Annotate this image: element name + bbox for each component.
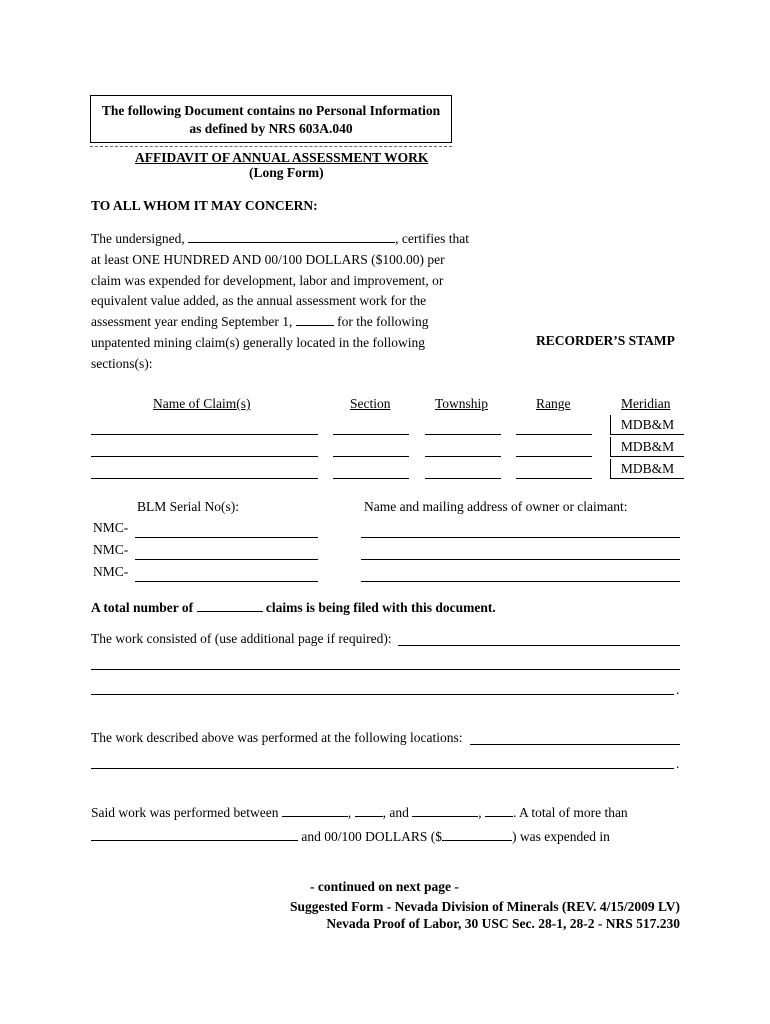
performed-line-2: and 00/100 DOLLARS ($ ) was expended in [91, 828, 610, 845]
undersigned-field[interactable] [188, 230, 395, 243]
meridian-cell-2: MDB&M [610, 437, 684, 457]
work-description-field-3[interactable] [91, 694, 674, 695]
blm-serial-field-2[interactable] [135, 559, 318, 560]
document-subtitle: (Long Form) [249, 165, 324, 180]
work-locations-period: . [676, 756, 680, 771]
work-description-field-1[interactable] [398, 645, 680, 646]
township-field-3[interactable] [425, 478, 501, 479]
total-claims-field[interactable] [197, 599, 263, 612]
document-title: AFFIDAVIT OF ANNUAL ASSESSMENT WORK [135, 150, 429, 165]
notice-line-2: as defined by NRS 603A.040 [189, 121, 353, 136]
amount-words-field[interactable] [91, 828, 298, 841]
intro-line-1: The undersigned, , certifies that [91, 231, 469, 246]
suggested-form-line: Suggested Form - Nevada Division of Minerals (REV. 4/15/2009 LV) [289, 899, 680, 914]
intro-paragraph [91, 229, 469, 375]
assessment-year-field[interactable] [296, 313, 334, 326]
claim-name-field-3[interactable] [91, 478, 318, 479]
intro-line-5: assessment year ending September 1, for the following [91, 314, 429, 330]
intro-line-6: unpatented mining claim(s) generally located in the following [91, 334, 426, 350]
range-field-3[interactable] [516, 478, 592, 479]
meridian-cell-3: MDB&M [610, 459, 684, 479]
intro-line-7: sections(s): [91, 355, 153, 371]
header-name-of-claims: Name of Claim(s) [153, 396, 251, 411]
header-range: Range [536, 396, 571, 411]
continued-notice: - continued on next page - [310, 879, 459, 894]
work-description-period: . [676, 682, 680, 697]
owner-address-field-1[interactable] [361, 537, 680, 538]
total-claims-statement: A total number of claims is being filed with this document. [91, 600, 496, 615]
notice-line-1: The following Document contains no Personal Information [101, 103, 441, 118]
section-field-2[interactable] [333, 456, 409, 457]
proof-of-labor-line: Nevada Proof of Labor, 30 USC Sec. 28-1, 28-2 - NRS 517.230 [326, 916, 680, 931]
work-consisted-label: The work consisted of (use additional page if required): [91, 631, 392, 646]
township-field-1[interactable] [425, 434, 501, 435]
header-section: Section [350, 396, 391, 411]
salutation: TO ALL WHOM IT MAY CONCERN: [91, 198, 318, 213]
nmc-prefix-1: NMC- [93, 520, 129, 535]
performed-line-1: Said work was performed between , , and , . A total of more than [91, 805, 628, 820]
range-field-2[interactable] [516, 456, 592, 457]
header-meridian: Meridian [621, 396, 671, 411]
section-field-1[interactable] [333, 434, 409, 435]
work-locations-label: The work described above was performed at the following locations: [91, 730, 463, 745]
township-field-2[interactable] [425, 456, 501, 457]
intro-line-2: at least ONE HUNDRED AND 00/100 DOLLARS ($100.00) per [91, 251, 445, 267]
intro-line-4: equivalent value added, as the annual assessment work for the [91, 293, 427, 309]
meridian-cell-1: MDB&M [610, 415, 684, 435]
range-field-1[interactable] [516, 434, 592, 435]
intro-line-3: claim was expended for development, labor and improvement, or [91, 272, 444, 288]
recorders-stamp-label: RECORDER’S STAMP [536, 333, 675, 348]
end-date-field[interactable] [412, 804, 478, 817]
personal-info-notice [90, 95, 452, 143]
owner-address-field-2[interactable] [361, 559, 680, 560]
nmc-prefix-2: NMC- [93, 542, 129, 557]
blm-serial-field-3[interactable] [135, 581, 318, 582]
work-locations-field-1[interactable] [470, 744, 680, 745]
section-field-3[interactable] [333, 478, 409, 479]
nmc-prefix-3: NMC- [93, 564, 129, 579]
work-locations-field-2[interactable] [91, 768, 674, 769]
header-township: Township [435, 396, 489, 411]
blm-serial-field-1[interactable] [135, 537, 318, 538]
owner-address-label: Name and mailing address of owner or claimant: [364, 499, 628, 514]
notice-divider [90, 146, 452, 147]
claim-name-field-2[interactable] [91, 456, 318, 457]
work-description-field-2[interactable] [91, 669, 680, 670]
owner-address-field-3[interactable] [361, 581, 680, 582]
start-year-field[interactable] [355, 804, 383, 817]
amount-dollars-field[interactable] [442, 828, 512, 841]
start-date-field[interactable] [282, 804, 348, 817]
blm-serial-label: BLM Serial No(s): [137, 499, 239, 514]
end-year-field[interactable] [485, 804, 513, 817]
claim-name-field-1[interactable] [91, 434, 318, 435]
